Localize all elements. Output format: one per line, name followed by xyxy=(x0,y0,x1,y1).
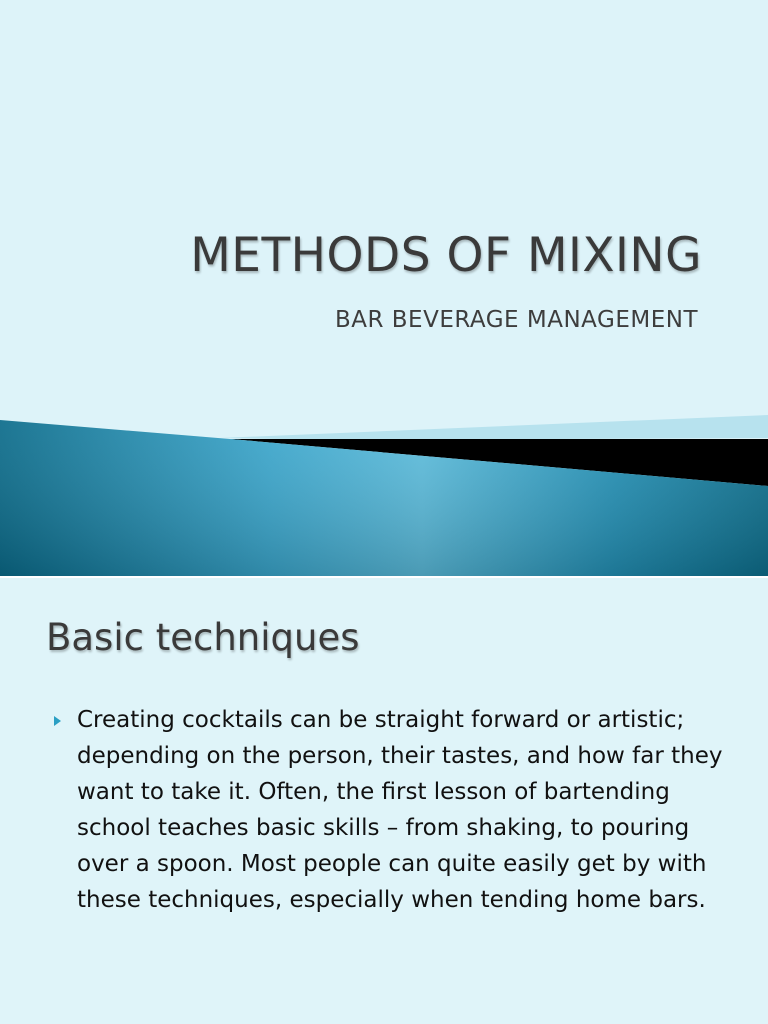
triangle-bullet-icon xyxy=(54,716,61,726)
slide-subtitle: BAR BEVERAGE MANAGEMENT xyxy=(334,307,698,333)
light-strip xyxy=(220,415,768,440)
decorative-wave-band xyxy=(0,410,768,576)
content-slide xyxy=(0,578,768,1024)
bullet-text: Creating cocktails can be straight forward or artistic; depending on the person, their tastes, and how far they want to take it. Often, the first lesson of bartending school teaches basic skills – from shaking, to pouring over a spoon. Most people can quite easily get by with these techniques, especially when tending home bars. xyxy=(77,707,723,913)
bullet-list xyxy=(52,702,732,918)
slide-title: METHODS OF MIXING xyxy=(190,228,702,283)
bullet-item xyxy=(52,702,732,918)
slide-heading: Basic techniques xyxy=(46,616,360,659)
